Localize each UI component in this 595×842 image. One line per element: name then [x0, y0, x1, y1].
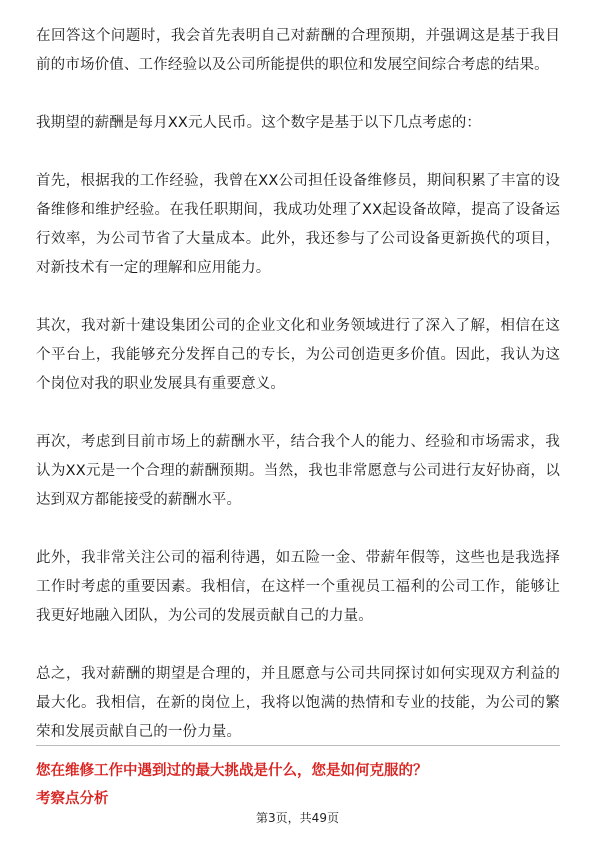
analysis-section-label: 考察点分析 — [36, 791, 109, 807]
answer-paragraph-benefits: 此外，我非常关注公司的福利待遇，如五险一金、带薪年假等，这些也是我选择工作时考虑的重要因素。我相信，在这样一个重视员工福利的公司工作，能够让我更好地融入团队，为公司的发展贡献自己的力量。 — [36, 550, 560, 624]
answer-paragraph-market: 再次，考虑到目前市场上的薪酬水平，结合我个人的能力、经验和市场需求，我认为XX元是一个合理的薪酬预期。当然，我也非常愿意与公司进行友好协商，以达到双方都能接受的薪酬水平。 — [36, 434, 560, 508]
answer-paragraph-conclusion: 总之，我对薪酬的期望是合理的，并且愿意与公司共同探讨如何实现双方利益的最大化。我相信，在新的岗位上，我将以饱满的热情和专业的技能，为公司的繁荣和发展贡献自己的一份力量。 — [36, 666, 560, 740]
answer-paragraph-company: 其次，我对新十建设集团公司的企业文化和业务领域进行了深入了解，相信在这个平台上，我能够充分发挥自己的专长，为公司创造更多价值。因此，我认为这个岗位对我的职业发展具有重要意义。 — [36, 318, 560, 392]
answer-paragraph-experience: 首先，根据我的工作经验，我曾在XX公司担任设备维修员，期间积累了丰富的设备维修和维护经验。在我任职期间，我成功处理了XX起设备故障，提高了设备运行效率，为公司节省了大量成本。此外，我还参与了公司设备更新换代的项目，对新技术有一定的理解和应用能力。 — [36, 173, 560, 276]
page-number-footer: 第3页，共49页 — [256, 811, 339, 825]
next-question-heading: 您在维修工作中遇到过的最大挑战是什么，您是如何克服的？ — [36, 763, 428, 779]
answer-paragraph-expectation: 我期望的薪酬是每月XX元人民币。这个数字是基于以下几点考虑的： — [36, 115, 482, 131]
answer-paragraph-intro: 在回答这个问题时，我会首先表明自己对薪酬的合理预期，并强调这是基于我目前的市场价值、工作经验以及公司所能提供的职位和发展空间综合考虑的结果。 — [36, 28, 560, 73]
section-divider — [36, 745, 560, 746]
